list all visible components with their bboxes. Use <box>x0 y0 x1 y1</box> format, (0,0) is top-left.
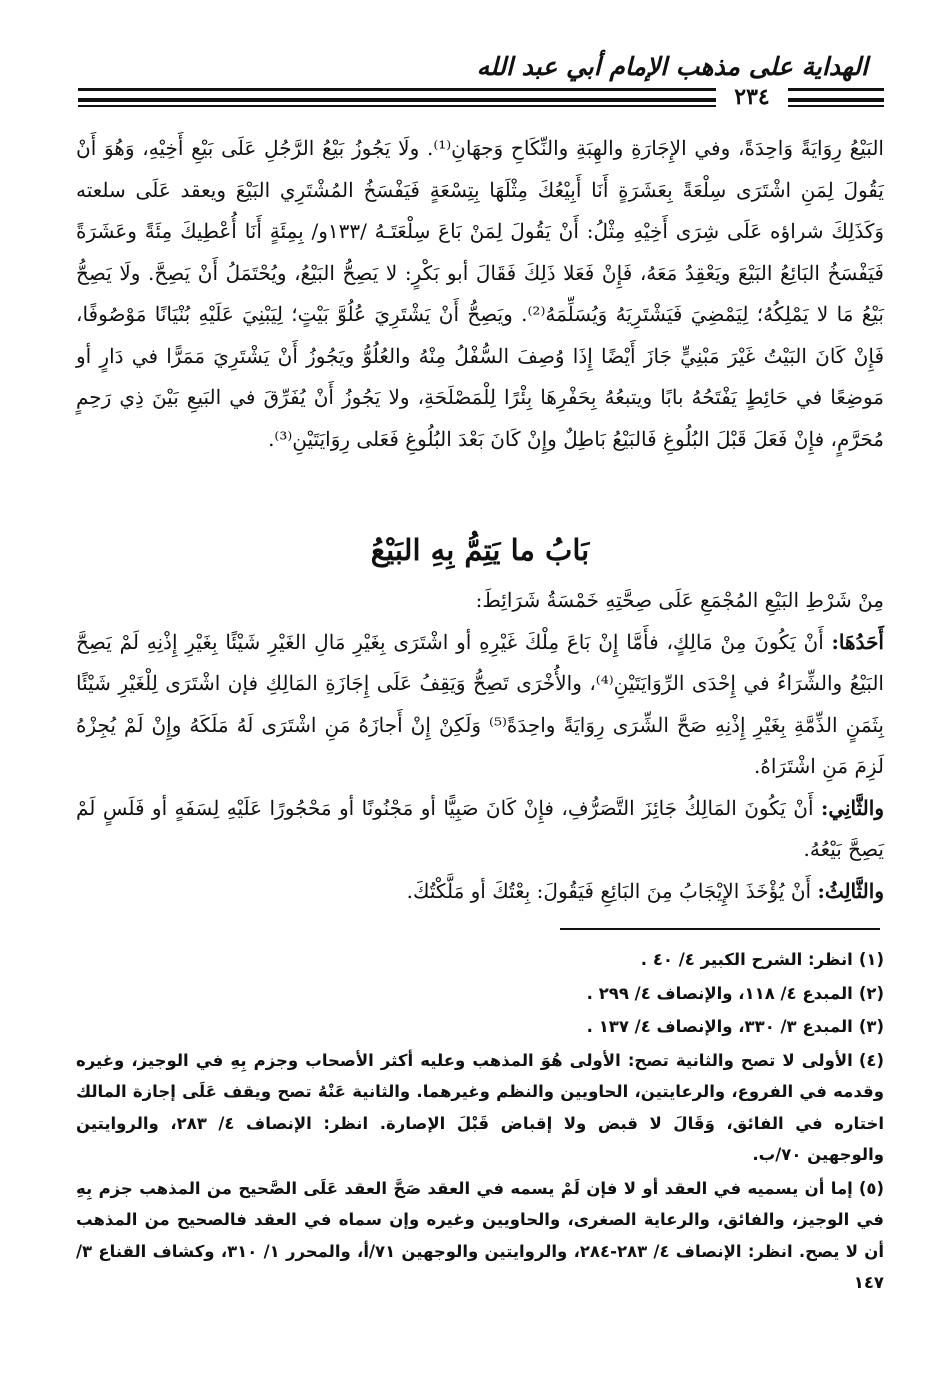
footnote-text: المبدع ٤/ ١١٨، والإنصاف ٤/ ٢٩٩ . <box>586 983 853 1003</box>
footnote-number: (٤) <box>858 1050 884 1070</box>
body-paragraph: البَيْعُ رِوَايَةً وَاحِدَةً، وفي الإِجَارَةِ والهِبَةِ والنِّكَاحِ وَجهَانِ⁽¹⁾. ولَا يَجُوزُ بَيْعُ الرَّجُلِ عَلَى بَيْعِ أَخِيْهِ، وَهُوَ أَنْ يَقُولَ لِمَنِ اشْتَرَى سِلْعَةً بِعَشَرَةٍ أَنَا أَبِيْعُكَ مِثْلَهَا بِتِسْعَةٍ فَيَفْسَخُ المُشْتَرِي البَيْعَ ويعقد عَلَى سلعته وَكَذَلِكَ شراؤه عَلَى شِرَى أَخِيْهِ مِثْلُ: أَنْ يَقُولَ لِمَنْ بَاعَ سِلْعَتَـهُ /١٣٣و/ بِمِئَةٍ أَنَا أُعْطِيكَ مِئَةً وعَشَرَةً فَيَفْسَخُ البَائِعُ البَيْعَ ويَعْقِدُ مَعَهُ، فَإِنْ فَعَلا ذَلِكَ فَقَالَ أبو بَكْرٍ: لا يَصِحُّ البَيْعُ، ويُحْتَمَلُ أَنْ يَصِحَّ. ولَا يَصِحُّ بَيْعُ مَا لا يَمْلِكُهُ؛ لِيَمْضِيَ فَيَشْتَرِيَهُ وَيُسَلِّمَهُ⁽²⁾. ويَصِحُّ أَنْ يَشْتَرِيَ عُلُوَّ بَيْتٍ؛ لِيَبْنِيَ عَلَيْهِ بُنْيَانًا مَوْصُوفًا، فَإِنْ كَانَ البَيْتُ غَيْرَ مَبْنِيٍّ جَازَ أَيْضًا إِذَا وُصِفَ السُّفْلُ مِنْهُ والعُلُوُّ ويَجُوزُ أَنْ يَشْتَرِيَ مَمَرًّا في دَارٍ أو مَوضِعًا في حَائِطٍ يَفْتَحُهُ بابًا ويتبعُهُ بِحَفْرِهَا بِئْرًا لِلْمَصْلَحَةِ، ولا يَجُوزُ أَنْ يُفَرِّقَ في البَيعِ بَيْنَ ذِي رَحِمٍ مُحَرَّمٍ، فإِنْ فَعَلَ قَبْلَ البُلُوغِ فَالبَيْعُ بَاطِلٌ وإِنْ كَانَ بَعْدَ البُلُوغِ فَعَلى رِوَايَتَيْنِ⁽³⁾. <box>76 136 884 451</box>
page-number: ٢٣٤ <box>716 84 788 110</box>
footnote-text: الأولى لا تصح والثانية تصح: الأولى هُوَ المذهب وعليه أكثر الأصحاب وجزم بِهِ في الوجيز، وغيره وقدمه في الفروع، والرعايتين، الحاويين والنظم وغيرهما. والثانية عَنْهُ تصح ويقف عَلَى إجازة المالك اختاره في الفائق، وَقَالَ لا قبض ولا إقباض قَبْلَ الإصارة. انظر: الإنصاف ٤/ ٢٨٣، والروايتين والوجهين ٧٠/ب. <box>76 1050 884 1164</box>
running-title: الهداية على مذهب الإمام أبي عبد الله <box>476 52 868 81</box>
condition-text: أَنْ يَكُونَ مِنْ مَالِكٍ، فأَمَّا إِنْ بَاعَ مِلْكَ غَيْرِهِ أو اشْتَرَى بِغَيْرِ مَالِ الغَيْرِ شَيْئًا بِغَيْرِ إِذْنِهِ لَمْ يَصِحَّ البَيْعُ والشِّرَاءُ في إِحْدَى الرِّوَايَتَيْنِ⁽⁴⁾، والأُخْرَى تَصِحُّ وَيَقِفُ عَلَى إِجَازَةِ المَالِكِ فإن اشْتَرَى لِلْغَيْرِ شَيْئًا بِثَمَنٍ الذِّمَّةِ بِغَيْرِ إِذْنِهِ صَحَّ الشِّرَى رِوَايَةً واحِدَةً⁽⁵⁾ وَلَكِنْ إِنْ أَجازَهُ مَنِ اشْتَرَى لَهُ مَلَكَهُ وإِنْ لَمْ يُجِزْهُ لَزِمَ مَنِ اشْتَرَاهُ. <box>76 629 884 778</box>
footnote-text: إما أن يسميه في العقد أو لا فإن لَمْ يسمه في العقد صَحَّ العقد عَلَى الصَّحيح من المذهب جزم بِهِ في الوجيز، والفائق، والرعاية الصغرى، والحاويين وغيره وإن سماه في العقد فالصحيح من المذهب أن لا يصح. انظر: الإنصاف ٤/ ٢٨٣-٢٨٤، والروايتين والوجهين ٧١/أ، والمحرر ١/ ٣١٠، وكشاف القناع ٣/ ١٤٧ <box>76 1178 885 1292</box>
footnote-number: (١) <box>858 950 884 969</box>
footnote <box>76 944 884 976</box>
footnote <box>76 1045 884 1171</box>
footnote-number: (٢) <box>858 983 884 1003</box>
footnote-separator <box>560 928 880 930</box>
condition-text: أَنْ يُؤْخَذَ الإِيْجَابُ مِنَ البَائِعِ فَيَقُولَ: بِعْتُكَ أو مَلَّكْتُكَ. <box>406 878 818 903</box>
conditions-section <box>76 580 884 912</box>
condition-text: أَنْ يَكُونَ المَالِكُ جَائِزَ التَّصَرُّفِ، فإِنْ كَانَ صَبِيًّا أو مَجْنُونًا أو مَحْجُورًا عَلَيْهِ لِسَفَهٍ أو فَلَسٍ لَمْ يَصِحَّ بَيْعُهُ. <box>76 795 884 861</box>
footnote-text: انظر: الشرح الكبير ٤/ ٤٠ . <box>640 950 853 969</box>
condition-second <box>76 788 884 871</box>
footnotes <box>76 944 884 1301</box>
condition-label: أَحَدُهَا: <box>831 629 884 654</box>
footnote-number: (٥) <box>858 1178 884 1198</box>
footnote <box>76 1173 884 1299</box>
main-text <box>76 128 884 460</box>
condition-label: والثَّانِي: <box>820 795 884 820</box>
condition-third <box>76 871 884 913</box>
footnote-text: المبدع ٣/ ٣٣٠، والإنصاف ٤/ ١٣٧ . <box>586 1017 853 1036</box>
footnote <box>76 1011 884 1043</box>
footnote-number: (٣) <box>858 1017 884 1036</box>
condition-first <box>76 622 884 788</box>
chapter-title: بَابُ ما يَتِمُّ بِهِ البَيْعُ <box>370 533 590 567</box>
section-intro: مِنْ شَرْطِ البَيْعِ المُجْمَعِ عَلَى صِحَّتِهِ خَمْسَةُ شَرَائِطَ: <box>475 588 884 612</box>
footnote <box>76 978 884 1010</box>
condition-label: والثَّالِثُ: <box>817 878 884 903</box>
